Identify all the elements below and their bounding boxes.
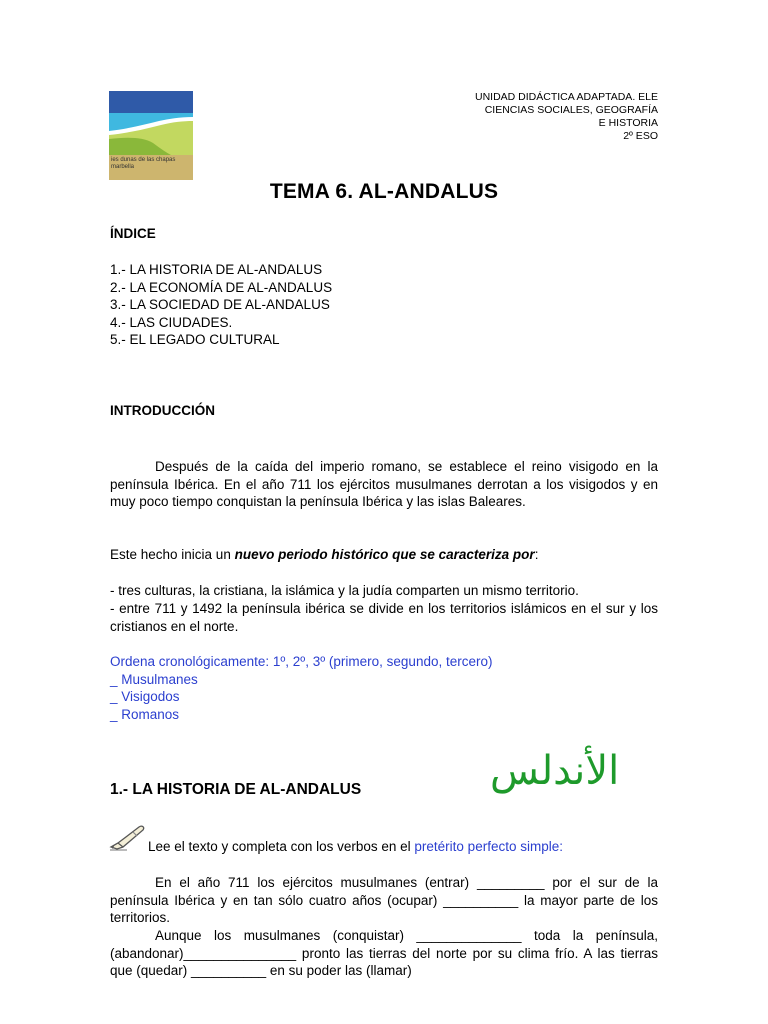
exercise-option-2[interactable]: _ Visigodos (110, 689, 180, 705)
header-line-3: E HISTORIA (598, 117, 658, 129)
intro-hecho (110, 546, 538, 564)
index-item-4: 4.- LAS CIUDADES. (110, 314, 233, 330)
header-line-4: 2º ESO (623, 130, 658, 142)
section1-paragraph-1-text: En el año 711 los ejércitos musulmanes (entrar) _________ por el sur de la península Ibérica y en tan sólo cuatro años (ocupar) __________ la mayor parte de los territorios. (110, 875, 658, 926)
header-line-1: UNIDAD DIDÁCTICA ADAPTADA. ELE (474, 91, 658, 103)
intro-bullet-1: - tres culturas, la cristiana, la islámica y la judía comparten un mismo territorio. (110, 583, 579, 598)
exercise-instruction: Ordena cronológicamente: 1º, 2º, 3º (primero, segundo, tercero) (110, 654, 493, 669)
index-heading: ÍNDICE (110, 226, 156, 241)
logo-text-line2: marbella (111, 164, 135, 170)
hecho-bold: nuevo periodo histórico que se caracteriza por (234, 547, 535, 562)
index-item-3: 3.- LA SOCIEDAD DE AL-ANDALUS (110, 297, 330, 313)
arabic-title: الأندلس (490, 748, 620, 794)
index-item-1: 1.- LA HISTORIA DE AL-ANDALUS (110, 262, 323, 277)
section1-paragraph-1 (110, 874, 658, 927)
pen-icon (109, 820, 147, 857)
instruction-prefix: Lee el texto y completa con los verbos en el (148, 839, 415, 854)
section1-heading: 1.- LA HISTORIA DE AL-ANDALUS (110, 781, 362, 798)
hecho-prefix: Este hecho inicia un (110, 547, 235, 562)
intro-heading: INTRODUCCIÓN (110, 403, 215, 418)
logo-text-line1: ies dunas de las chapas (111, 157, 176, 163)
preterito-link[interactable]: pretérito perfecto simple (414, 839, 560, 854)
instruction-suffix: : (559, 839, 563, 854)
page-title: TEMA 6. AL-ANDALUS (269, 180, 499, 203)
intro-paragraph (110, 458, 658, 511)
exercise-option-3[interactable]: _ Romanos (110, 706, 180, 722)
index-item-5: 5.- EL LEGADO CULTURAL (110, 332, 280, 348)
intro-paragraph-text: Después de la caída del imperio romano, se establece el reino visigodo en la península Ibérica. En el año 711 los ejércitos musulmanes derrotan a los visigodos y en muy poco tiempo conquistan la península Ibérica y las islas Baleares. (110, 459, 658, 510)
index-item-2: 2.- LA ECONOMÍA DE AL-ANDALUS (110, 279, 333, 295)
intro-bullet-2: - entre 711 y 1492 la península ibérica se divide en los territorios islámicos en el sur y los cristianos en el norte. (110, 601, 658, 634)
exercise-option-1[interactable]: _ Musulmanes (110, 671, 198, 687)
section1-instruction (148, 838, 563, 856)
header-line-2: CIENCIAS SOCIALES, GEOGRAFÍA (484, 104, 658, 116)
section1-paragraph-2-text: Aunque los musulmanes (conquistar) ______________ toda la península, (abandonar)_______________ pronto las tierras del norte por su clima frío. A las tierras que (quedar) __________ en su poder las (llamar) (110, 928, 658, 979)
document-header (475, 91, 658, 143)
hecho-suffix: : (534, 547, 539, 562)
section1-paragraph-2 (110, 927, 658, 980)
school-logo (109, 91, 193, 180)
